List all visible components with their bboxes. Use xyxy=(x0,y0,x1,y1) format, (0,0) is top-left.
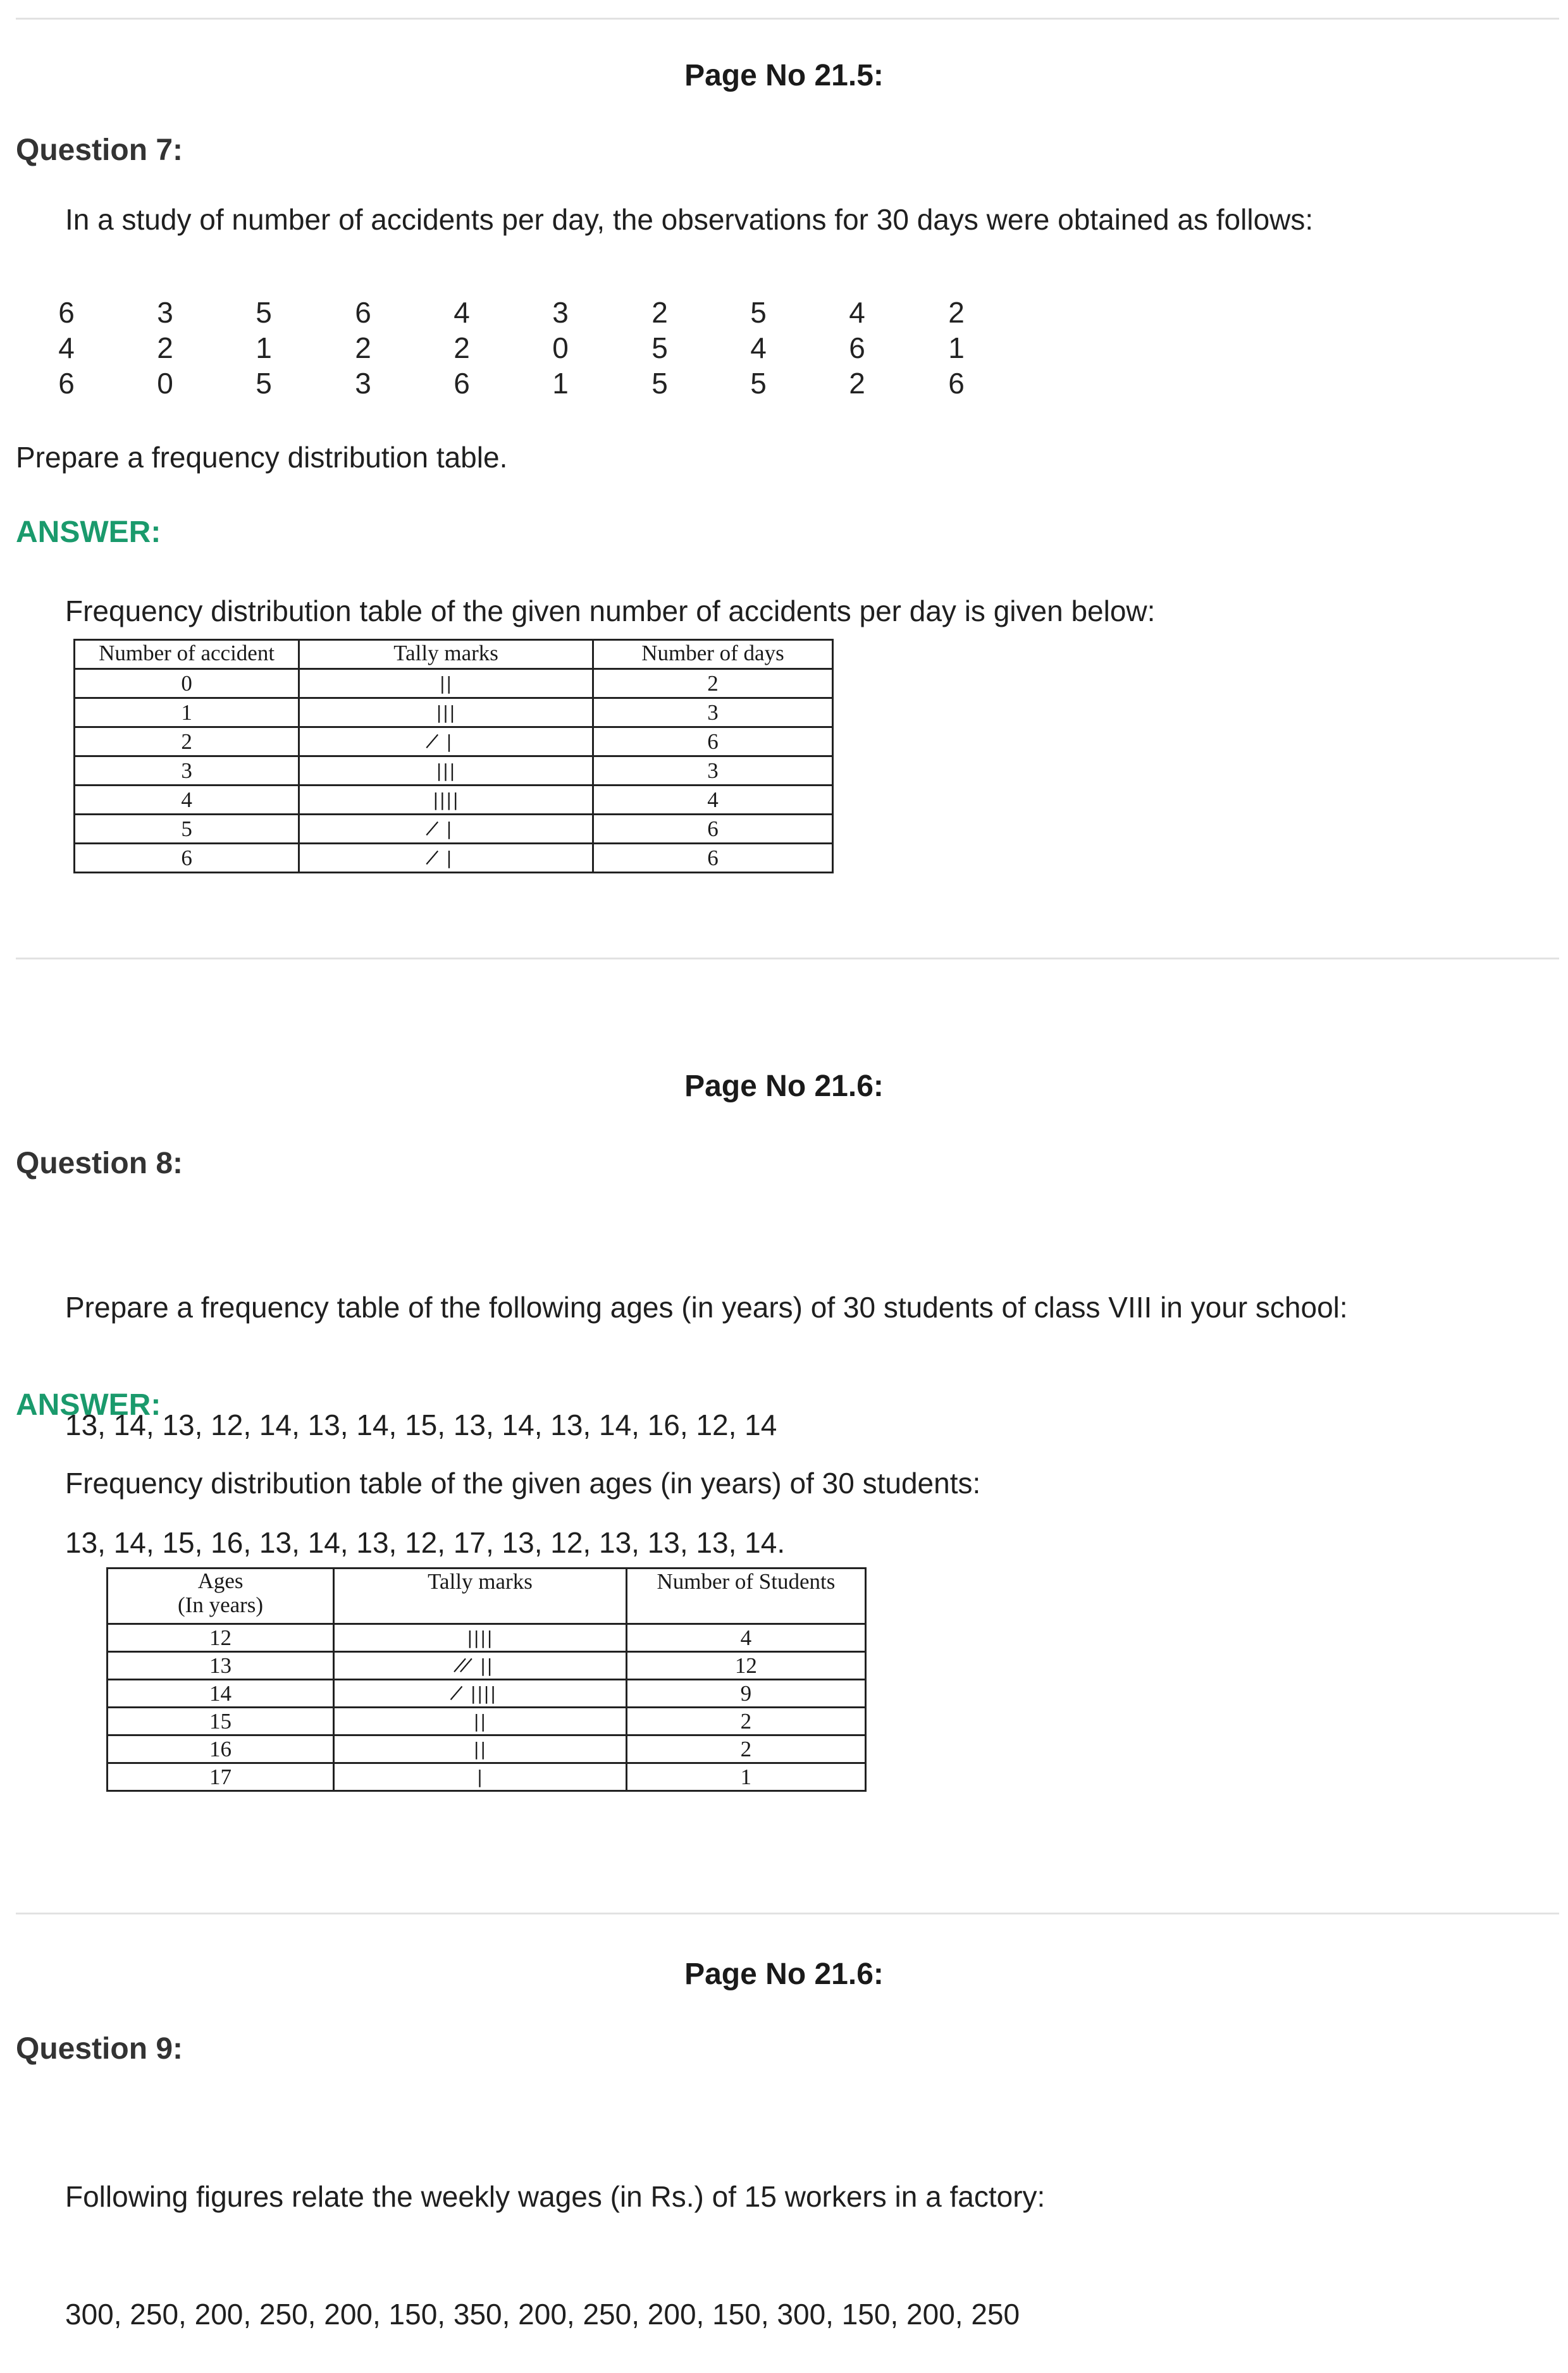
tally-cell: || xyxy=(334,1735,627,1763)
observation-value: 5 xyxy=(651,367,668,400)
table-row xyxy=(108,1624,866,1652)
text-line: 13, 14, 15, 16, 13, 14, 13, 12, 17, 13, 12, 13, 13, 13, 14. xyxy=(65,1526,786,1559)
table-cell: 4 xyxy=(593,786,832,815)
answer-intro: Frequency distribution table of the given number of accidents per day is given below: xyxy=(65,595,1156,627)
table-cell: 0 xyxy=(75,669,299,698)
observation-column xyxy=(746,295,771,401)
question-title: Question 7: xyxy=(16,133,183,167)
observation-value: 1 xyxy=(256,331,272,364)
observation-value: 6 xyxy=(849,331,865,364)
observation-value: 2 xyxy=(454,331,470,364)
observation-column xyxy=(548,295,573,401)
tally-cell: |||| xyxy=(299,786,593,815)
page-number: Page No 21.6: xyxy=(684,1957,884,1991)
column-header: Tally marks xyxy=(299,640,593,669)
column-header: Ages (In years) xyxy=(108,1569,334,1624)
frequency-table xyxy=(106,1567,867,1792)
table-cell: 1 xyxy=(75,698,299,727)
table-cell: 1 xyxy=(626,1763,865,1791)
tally-cell: ̸̸̸̸ | xyxy=(299,844,593,873)
tally-cell: | xyxy=(334,1763,627,1791)
observation-value: 2 xyxy=(651,296,668,329)
table-cell: 4 xyxy=(626,1624,865,1652)
table-cell: 17 xyxy=(108,1763,334,1791)
text-line: 13, 14, 13, 12, 14, 13, 14, 15, 13, 14, 13, 14, 16, 12, 14 xyxy=(65,1408,777,1441)
page-number: Page No 21.5: xyxy=(684,59,884,92)
observation-value: 6 xyxy=(948,367,965,400)
answer-label: ANSWER: xyxy=(16,1388,161,1422)
question-text: In a study of number of accidents per day, the observations for 30 days were obtained as follows: xyxy=(65,203,1314,236)
question-title: Question 8: xyxy=(16,1147,183,1180)
observation-value: 4 xyxy=(849,296,865,329)
table-row xyxy=(75,698,833,727)
tally-cell: ̸̸̸̸ | xyxy=(299,727,593,756)
table-row xyxy=(75,727,833,756)
text-line: Prepare a frequency table of the following ages (in years) of 30 students of class VIII in your school: xyxy=(65,1291,1348,1324)
question-task: Prepare a frequency distribution table. xyxy=(16,441,508,474)
table-cell: 2 xyxy=(593,669,832,698)
observation-value: 2 xyxy=(355,331,371,364)
text-line: Following figures relate the weekly wages (in Rs.) of 15 workers in a factory: xyxy=(65,2180,1046,2213)
observation-value: 2 xyxy=(948,296,965,329)
divider xyxy=(16,18,1559,20)
observation-value: 1 xyxy=(948,331,965,364)
answer-intro: Frequency distribution table of the given ages (in years) of 30 students: xyxy=(65,1467,981,1500)
observation-value: 5 xyxy=(256,296,272,329)
tally-cell: ||| xyxy=(299,698,593,727)
tally-cell: ||| xyxy=(299,756,593,786)
answer-label: ANSWER: xyxy=(16,515,161,549)
column-header: Number of days xyxy=(593,640,832,669)
observation-value: 3 xyxy=(552,296,569,329)
tally-cell: |||| xyxy=(334,1624,627,1652)
observation-column xyxy=(844,295,870,401)
table-cell: 14 xyxy=(108,1680,334,1708)
observation-value: 6 xyxy=(58,296,75,329)
observation-value: 5 xyxy=(256,367,272,400)
table-row xyxy=(75,815,833,844)
tally-cell: ̸̸̸̸ | xyxy=(299,815,593,844)
table-row xyxy=(108,1735,866,1763)
table-row xyxy=(108,1652,866,1680)
table-cell: 6 xyxy=(593,844,832,873)
page-number: Page No 21.6: xyxy=(684,1069,884,1103)
observation-column xyxy=(152,295,178,401)
table-cell: 5 xyxy=(75,815,299,844)
observation-value: 4 xyxy=(454,296,470,329)
table-cell: 16 xyxy=(108,1735,334,1763)
observation-column xyxy=(944,295,969,401)
table-cell: 6 xyxy=(593,727,832,756)
table-cell: 2 xyxy=(626,1708,865,1735)
tally-cell: ̸̸̸̸ |||| xyxy=(334,1680,627,1708)
observation-value: 6 xyxy=(355,296,371,329)
column-header: Tally marks xyxy=(334,1569,627,1624)
tally-cell: || xyxy=(299,669,593,698)
tally-cell: || xyxy=(334,1708,627,1735)
table-cell: 12 xyxy=(626,1652,865,1680)
observation-column xyxy=(350,295,376,401)
table-cell: 3 xyxy=(593,698,832,727)
divider xyxy=(16,958,1559,959)
table-cell: 2 xyxy=(75,727,299,756)
observation-value: 0 xyxy=(157,367,173,400)
table-cell: 15 xyxy=(108,1708,334,1735)
table-cell: 2 xyxy=(626,1735,865,1763)
observation-value: 6 xyxy=(58,367,75,400)
observation-value: 2 xyxy=(157,331,173,364)
divider xyxy=(16,1913,1559,1914)
table-row xyxy=(75,844,833,873)
table-cell: 13 xyxy=(108,1652,334,1680)
table-row xyxy=(75,669,833,698)
observation-column xyxy=(54,295,79,401)
table-row xyxy=(108,1763,866,1791)
table-row xyxy=(108,1680,866,1708)
frequency-table xyxy=(73,639,834,873)
observation-value: 5 xyxy=(750,367,767,400)
observation-value: 3 xyxy=(355,367,371,400)
table-header-row xyxy=(75,640,833,669)
table-cell: 3 xyxy=(593,756,832,786)
table-cell: 3 xyxy=(75,756,299,786)
table-row xyxy=(75,756,833,786)
column-header: Number of Students xyxy=(626,1569,865,1624)
table-cell: 9 xyxy=(626,1680,865,1708)
observation-value: 4 xyxy=(750,331,767,364)
observation-column xyxy=(647,295,672,401)
text-line: 300, 250, 200, 250, 200, 150, 350, 200, 250, 200, 150, 300, 150, 200, 250 xyxy=(65,2298,1020,2331)
observation-value: 6 xyxy=(454,367,470,400)
observation-column xyxy=(251,295,276,401)
observation-value: 5 xyxy=(750,296,767,329)
observation-value: 2 xyxy=(849,367,865,400)
observation-value: 3 xyxy=(157,296,173,329)
column-header: Number of accident xyxy=(75,640,299,669)
table-header-row xyxy=(108,1569,866,1624)
table-row xyxy=(108,1708,866,1735)
table-cell: 4 xyxy=(75,786,299,815)
question-text xyxy=(65,2099,1045,2373)
tally-cell: ̸̸̸̸ ̸̸̸̸ || xyxy=(334,1652,627,1680)
table-cell: 12 xyxy=(108,1624,334,1652)
observation-column xyxy=(449,295,474,401)
observation-value: 4 xyxy=(58,331,75,364)
table-cell: 6 xyxy=(75,844,299,873)
observation-value: 1 xyxy=(552,367,569,400)
question-text xyxy=(65,1209,1348,1601)
table-row xyxy=(75,786,833,815)
observation-value: 5 xyxy=(651,331,668,364)
question-title: Question 9: xyxy=(16,2032,183,2066)
table-cell: 6 xyxy=(593,815,832,844)
observation-value: 0 xyxy=(552,331,569,364)
